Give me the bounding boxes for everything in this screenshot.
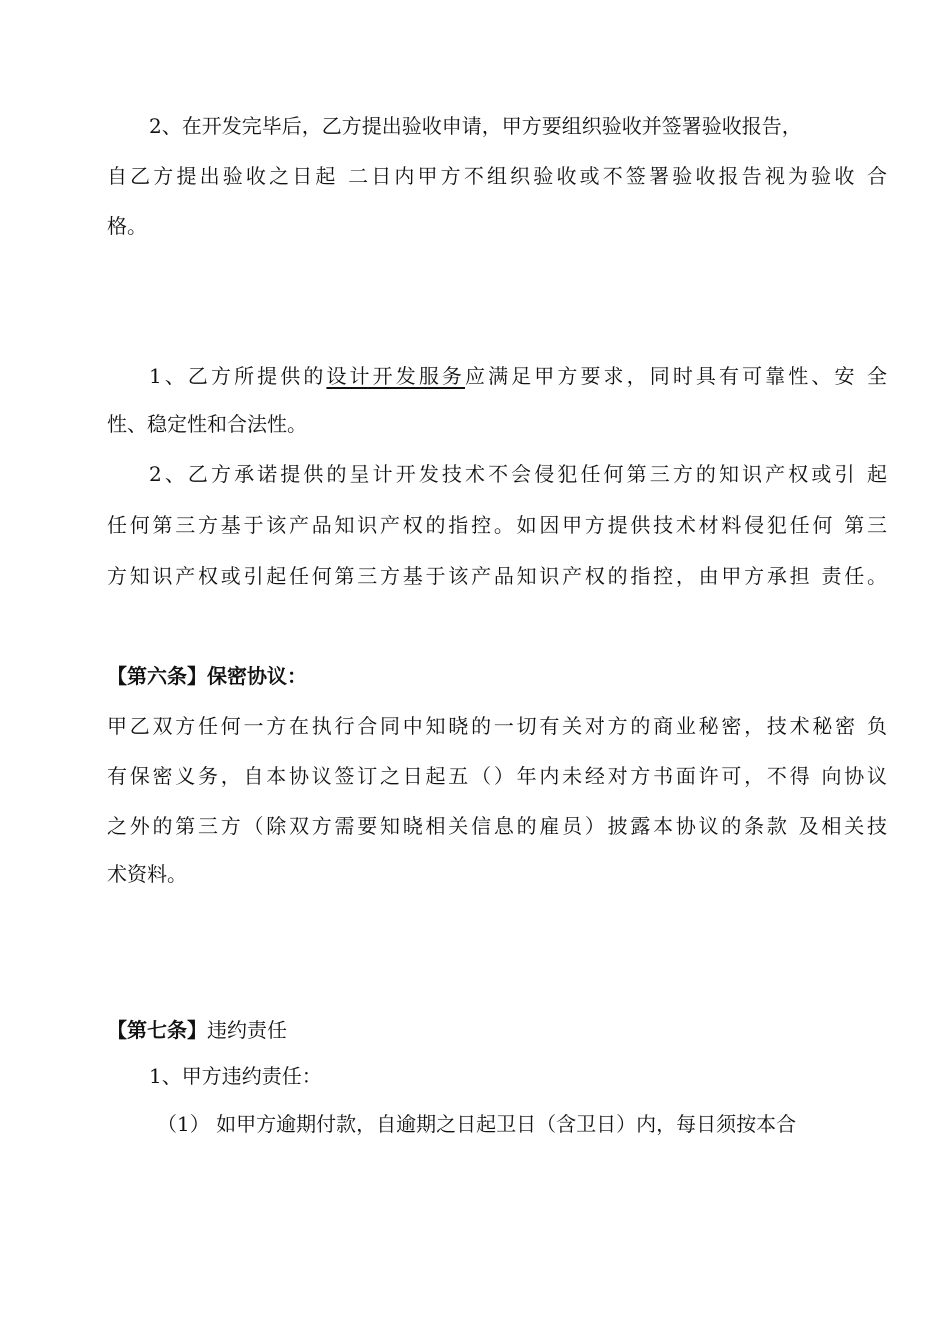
article7-heading	[107, 1017, 887, 1043]
article6-line4: 术资料。	[107, 862, 187, 886]
warranty-p2-line1: 2、乙方承诺提供的呈计开发技术不会侵犯任何第三方的知识产权或引 起	[149, 462, 887, 486]
warranty-p1-line1	[149, 363, 887, 389]
article7-heading-label: 【第七条】	[107, 1018, 207, 1042]
warranty-p2-line3: 方知识产权或引起任何第三方基于该产品知识产权的指控，由甲方承担 责任。	[107, 564, 887, 588]
acceptance-p2-line3: 格。	[107, 214, 147, 238]
article6-line1: 甲乙双方任何一方在执行合同中知晓的一切有关对方的商业秘密，技术秘密 负	[107, 714, 887, 738]
warranty-p1-text-b: 应满足甲方要求，同时具有可靠性、安 全	[465, 364, 887, 388]
warranty-p2-line2: 任何第三方基于该产品知识产权的指控。如因甲方提供技术材料侵犯任何 第三	[107, 513, 887, 537]
acceptance-p2-line1: 2、在开发完毕后，乙方提出验收申请，甲方要组织验收并签署验收报告，	[149, 114, 802, 138]
design-service-underlined: 设计开发服务	[326, 364, 465, 388]
article6-heading: 【第六条】保密协议：	[107, 664, 307, 688]
article6-line3: 之外的第三方（除双方需要知晓相关信息的雇员）披露本协议的条款 及相关技	[107, 814, 887, 838]
article7-sub1: 1、甲方违约责任：	[149, 1064, 322, 1088]
article6-line2: 有保密义务，自本协议签订之日起五（）年内未经对方书面许可，不得 向协议	[107, 764, 887, 788]
warranty-p1-line2: 性、稳定性和合法性。	[107, 412, 307, 436]
article7-heading-title: 违约责任	[207, 1018, 287, 1042]
warranty-p1-text-a: 1、乙方所提供的	[149, 364, 327, 388]
acceptance-p2-line2: 自乙方提出验收之日起 二日内甲方不组织验收或不签署验收报告视为验收 合	[107, 164, 887, 188]
article7-item1: （1） 如甲方逾期付款，自逾期之日起卫日（含卫日）内，每日须按本合	[157, 1112, 797, 1136]
